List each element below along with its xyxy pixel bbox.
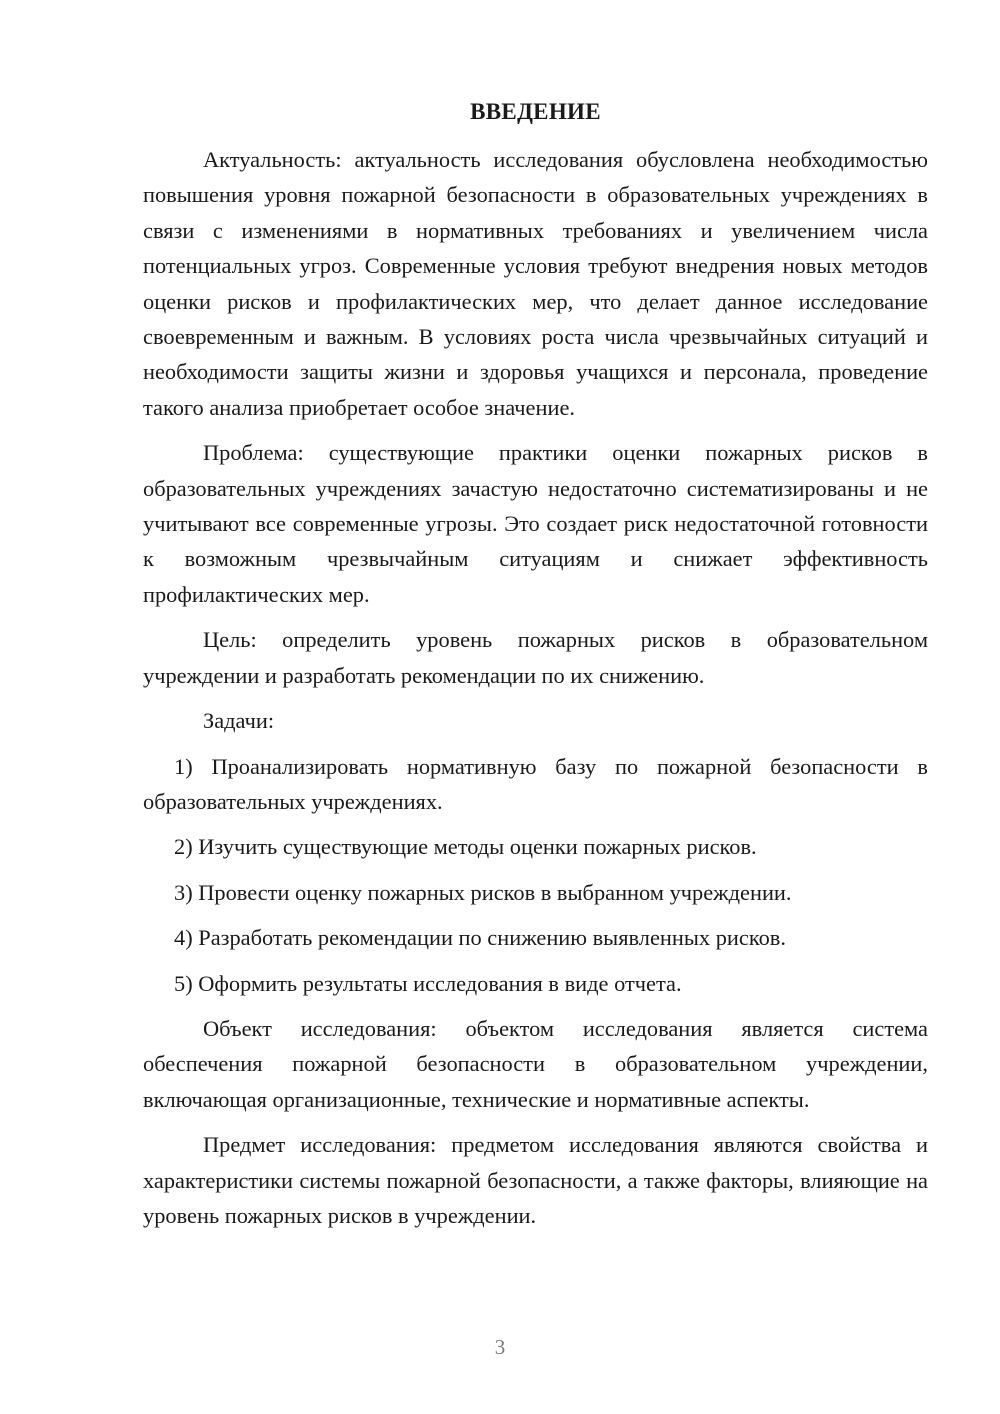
task-item-5: 5) Оформить результаты исследования в виде отчета. xyxy=(174,970,682,996)
page-number: 3 xyxy=(494,1335,506,1359)
task-item-4: 4) Разработать рекомендации по снижению выявленных рисков. xyxy=(174,925,786,951)
paragraph-relevance: Актуальность: актуальность исследования обусловлена необходимостью повышения уровня пожарной безопасности в образовательных учреждениях в связи с изменениями в нормативных требованиях и увеличением числа потенциальных угроз. Современные условия требуют внедрения новых методов оценки рисков и профилактических мер, что делает данное исследование своевременным и важным. В условиях роста числа чрезвычайных ситуаций и необходимости защиты жизни и здоровья учащихся и персонала, проведение такого анализа приобретает особое значение. xyxy=(143,147,928,420)
paragraph-subject: Предмет исследования: предметом исследования являются свойства и характеристики системы пожарной безопасности, а также факторы, влияющие на уровень пожарных рисков в учреждении. xyxy=(143,1132,928,1228)
paragraph-tasks-heading: Задачи: xyxy=(203,708,275,734)
task-item-2: 2) Изучить существующие методы оценки пожарных рисков. xyxy=(174,834,757,860)
paragraph-goal: Цель: определить уровень пожарных рисков в образовательном учреждении и разработать рекомендации по их снижению. xyxy=(143,627,928,688)
task-item-3: 3) Провести оценку пожарных рисков в выбранном учреждении. xyxy=(174,879,792,905)
section-title: ВВЕДЕНИЕ xyxy=(470,99,601,124)
paragraph-object: Объект исследования: объектом исследования является система обеспечения пожарной безопасности в образовательном учреждении, включающая организационные, технические и нормативные аспекты. xyxy=(143,1015,928,1112)
task-item-1: 1) Проанализировать нормативную базу по пожарной безопасности в образовательных учреждениях. xyxy=(143,753,928,814)
paragraph-problem: Проблема: существующие практики оценки пожарных рисков в образовательных учреждениях зачастую недостаточно систематизированы и не учитывают все современные угрозы. Это создает риск недостаточной готовности к возможным чрезвычайным ситуациям и снижает эффективность профилактических мер. xyxy=(143,440,928,607)
task-list xyxy=(143,749,928,1001)
